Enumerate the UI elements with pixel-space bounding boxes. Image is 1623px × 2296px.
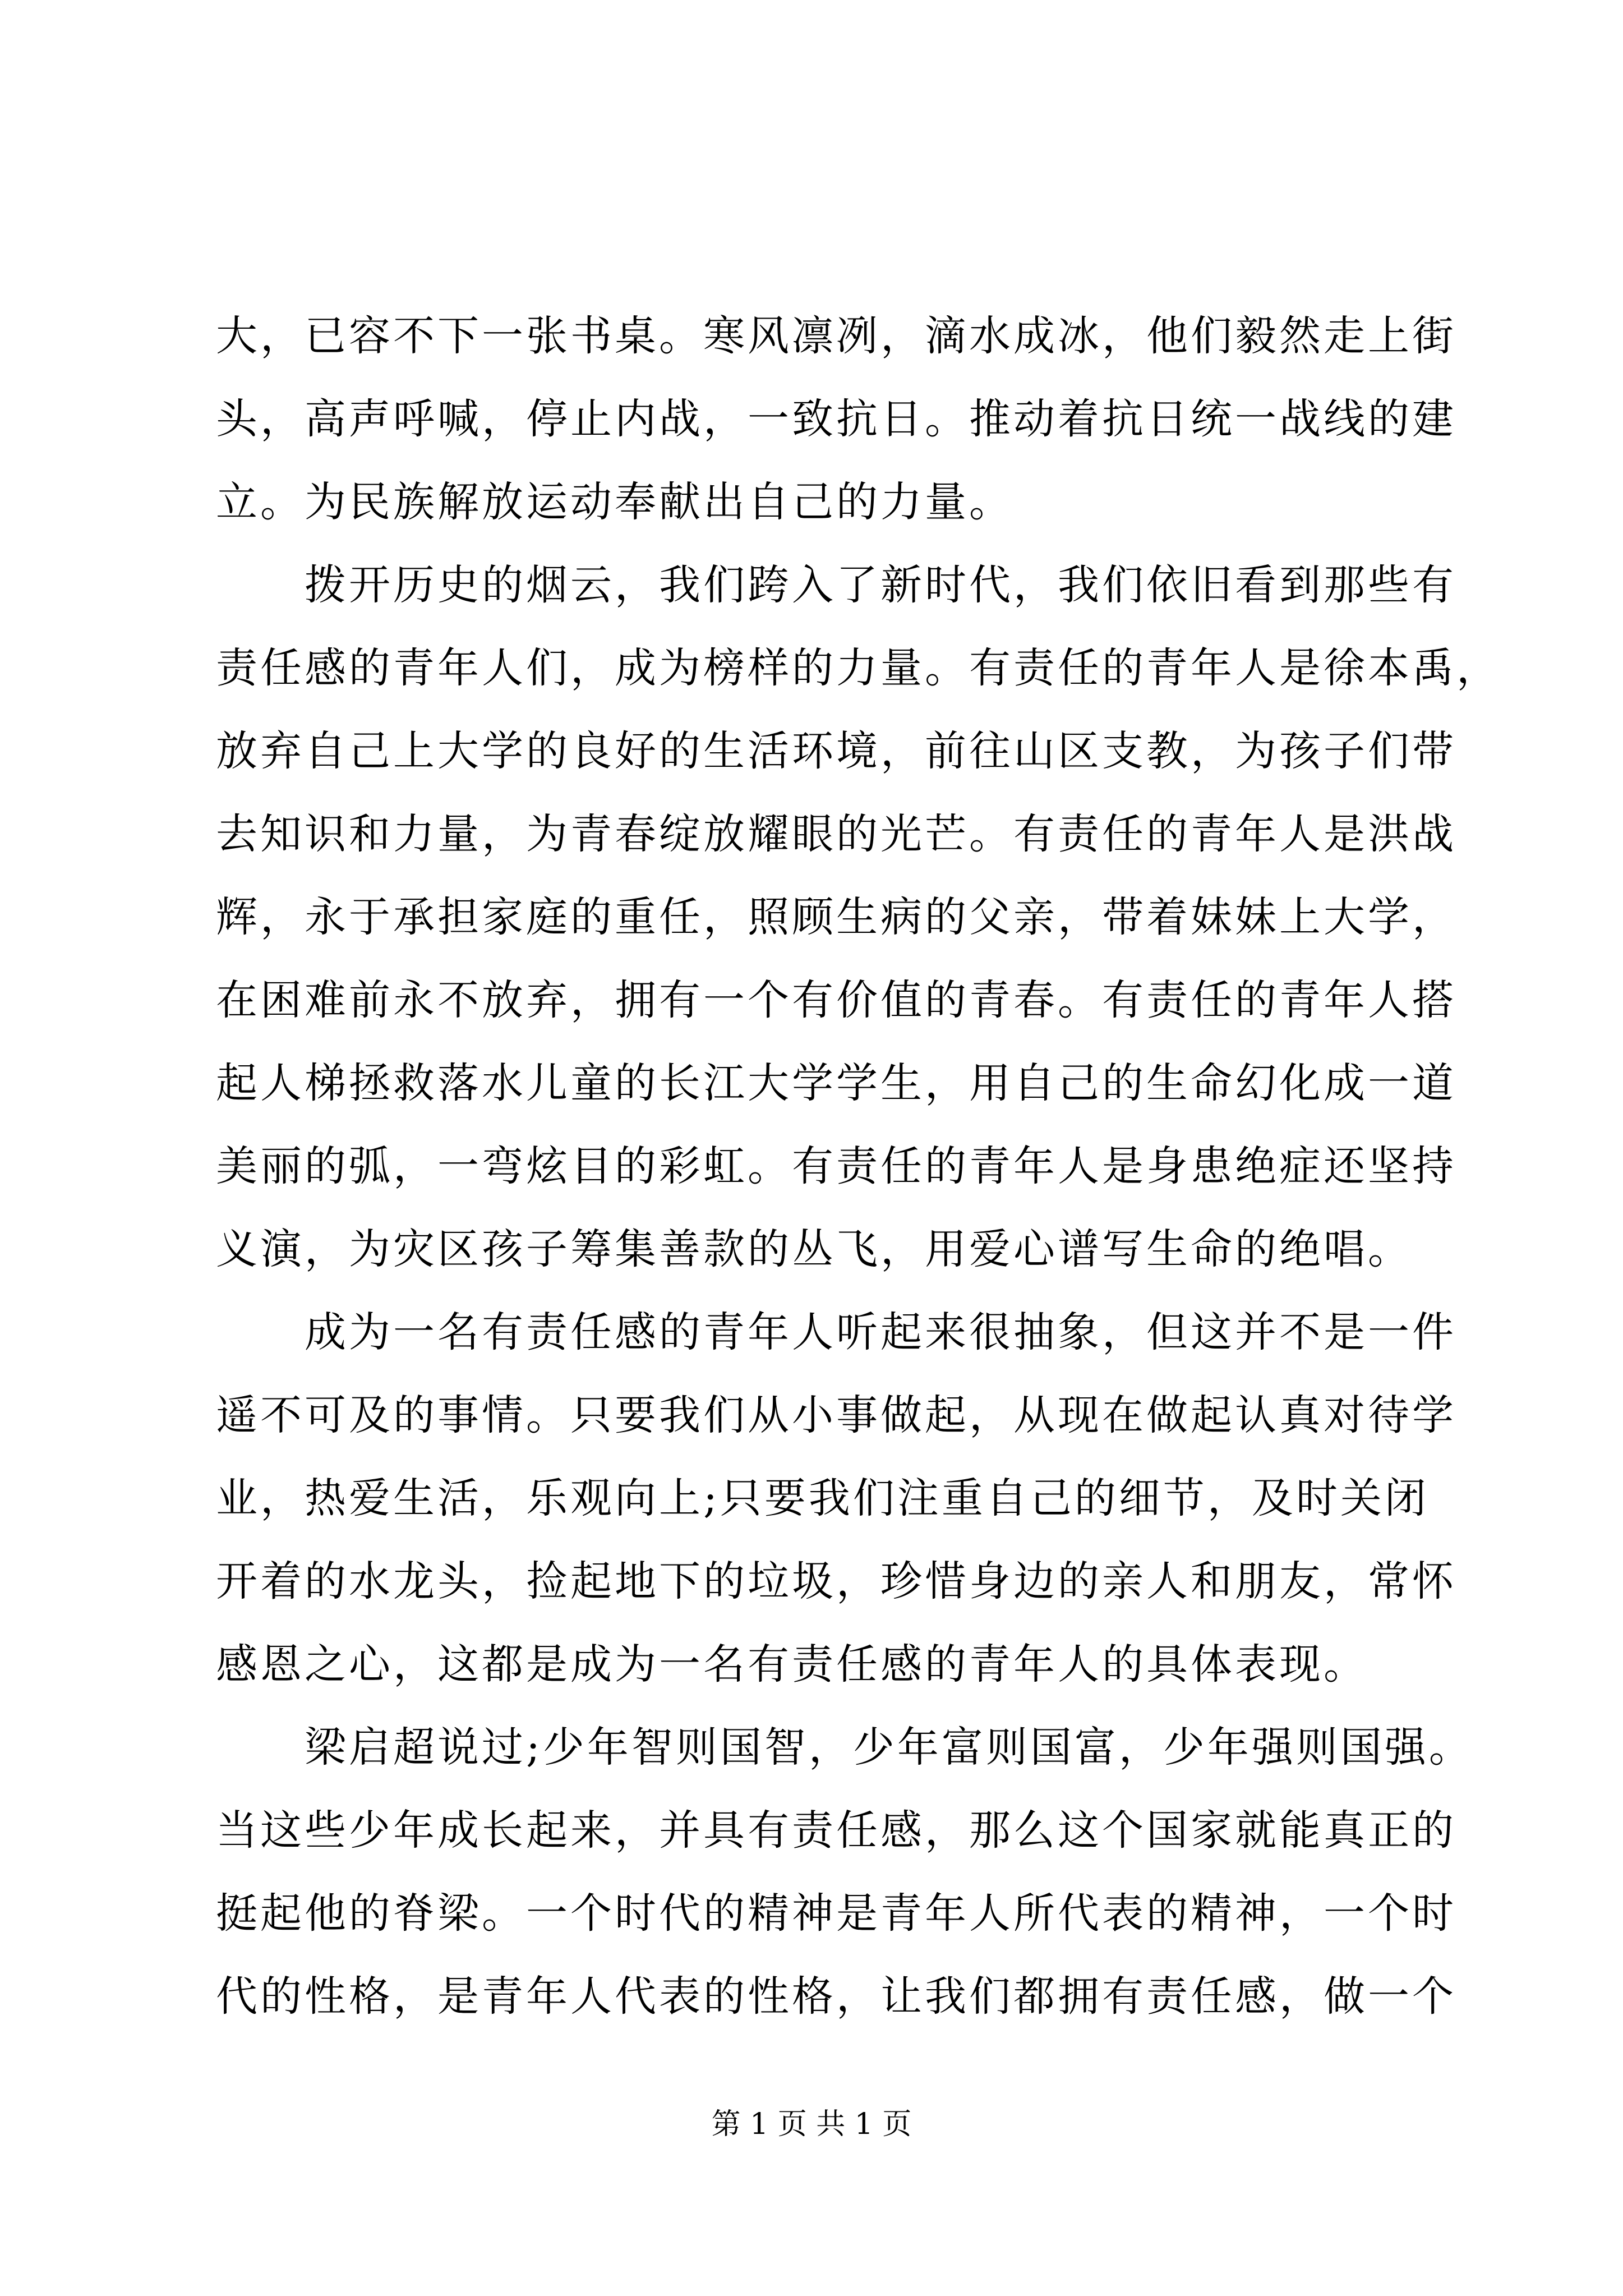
text-line: 头，高声呼喊，停止内战，一致抗日。推动着抗日统一战线的建 xyxy=(216,395,1456,443)
text-line: 在困难前永不放弃，拥有一个有价值的青春。有责任的青年人搭 xyxy=(216,976,1456,1024)
text-line: 立。为民族解放运动奉献出自己的力量。 xyxy=(216,478,1013,526)
text-line: 拨开历史的烟云，我们跨入了新时代，我们依旧看到那些有 xyxy=(216,561,1456,609)
text-line: 放弃自己上大学的良好的生活环境，前往山区支教，为孩子们带 xyxy=(216,727,1456,775)
text-line: 义演，为灾区孩子筹集善款的丛飞，用爱心谱写生命的绝唱。 xyxy=(216,1225,1412,1273)
text-line: 成为一名有责任感的青年人听起来很抽象，但这并不是一件 xyxy=(216,1308,1456,1356)
text-line: 遥不可及的事情。只要我们从小事做起，从现在做起认真对待学 xyxy=(216,1391,1456,1439)
text-line: 挺起他的脊梁。一个时代的精神是青年人所代表的精神，一个时 xyxy=(216,1889,1456,1938)
text-line: 开着的水龙头，捡起地下的垃圾，珍惜身边的亲人和朋友，常怀 xyxy=(216,1557,1456,1605)
page-footer: 第 1 页 共 1 页 xyxy=(711,2108,912,2141)
text-line: 代的性格，是青年人代表的性格，让我们都拥有责任感，做一个 xyxy=(216,1972,1456,2021)
text-line: 辉，永于承担家庭的重任，照顾生病的父亲，带着妹妹上大学， xyxy=(216,893,1456,941)
text-line: 梁启超说过;少年智则国智，少年富则国富，少年强则国强。 xyxy=(216,1723,1473,1772)
text-line: 责任感的青年人们，成为榜样的力量。有责任的青年人是徐本禹， xyxy=(216,644,1501,692)
body-text xyxy=(216,295,1501,2038)
text-line: 起人梯拯救落水儿童的长江大学学生，用自己的生命幻化成一道 xyxy=(216,1059,1456,1107)
text-line: 大，已容不下一张书桌。寒风凛冽，滴水成冰，他们毅然走上街 xyxy=(216,312,1456,360)
text-line: 感恩之心，这都是成为一名有责任感的青年人的具体表现。 xyxy=(216,1640,1368,1688)
text-line: 去知识和力量，为青春绽放耀眼的光芒。有责任的青年人是洪战 xyxy=(216,810,1456,858)
text-line: 美丽的弧，一弯炫目的彩虹。有责任的青年人是身患绝症还坚持 xyxy=(216,1142,1456,1190)
text-line: 当这些少年成长起来，并具有责任感，那么这个国家就能真正的 xyxy=(216,1806,1456,1855)
text-line: 业，热爱生活，乐观向上;只要我们注重自己的细节，及时关闭 xyxy=(216,1474,1429,1522)
